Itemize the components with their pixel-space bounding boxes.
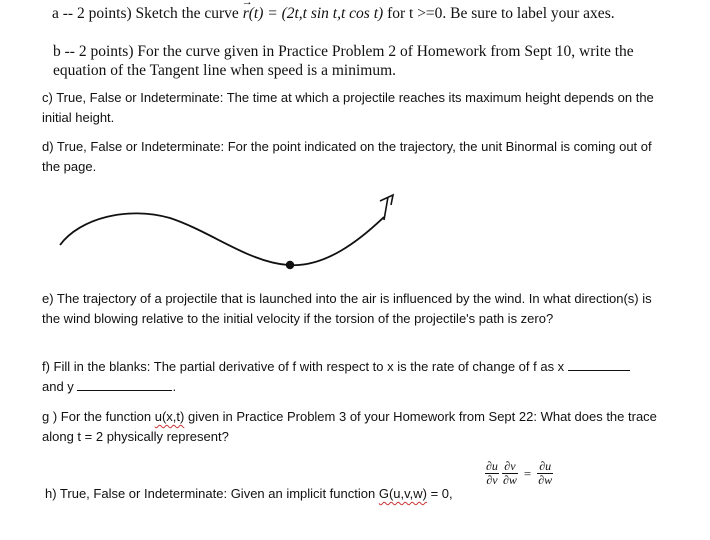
problem-f-period: . bbox=[172, 379, 177, 394]
problem-a-prefix: a -- 2 points) Sketch the curve bbox=[52, 5, 243, 22]
equals-sign: = bbox=[523, 465, 532, 481]
problem-g bbox=[42, 407, 657, 447]
blank-y[interactable] bbox=[77, 377, 172, 391]
problem-h-function: G(u,v,w) bbox=[378, 486, 427, 501]
trajectory-arrow-mark bbox=[380, 195, 393, 220]
problem-f-line2 bbox=[42, 377, 682, 397]
problem-g-post: given in Practice Problem 3 of your Homework from Sept 22: What does the trace along t = 2 physically represent? bbox=[42, 409, 657, 444]
blank-x[interactable] bbox=[568, 357, 630, 371]
problem-a-equation: (t) = (2t,t sin t,t cos t) bbox=[248, 5, 384, 22]
problem-f-line1 bbox=[42, 357, 682, 377]
problem-a-suffix: for t >=0. Be sure to label your axes. bbox=[383, 5, 615, 22]
problem-f-text: f) Fill in the blanks: The partial derivative of f with respect to x is the rate of change of f as x bbox=[42, 359, 565, 374]
r-vector-symbol: → r bbox=[243, 4, 249, 23]
problem-g-pre: g ) For the function bbox=[42, 409, 155, 424]
frac-dv-dw: $\frac{\partial v}{\partial w}$ bbox=[502, 459, 517, 487]
problem-h bbox=[45, 484, 485, 504]
partial-derivative-equation bbox=[485, 460, 553, 487]
trajectory-point bbox=[286, 261, 294, 269]
problem-g-function: u(x,t) bbox=[154, 409, 185, 424]
problem-c: c) True, False or Indeterminate: The time at which a projectile reaches its maximum height depends on the initial height. bbox=[42, 90, 654, 125]
frac-du-dw: $\frac{\partial u}{\partial w}$ bbox=[538, 459, 553, 487]
problem-b: b -- 2 points) For the curve given in Practice Problem 2 of Homework from Sept 10, write the equation of the Tangent line when speed is a minimum. bbox=[53, 43, 634, 79]
trajectory-curve bbox=[60, 213, 384, 265]
problem-e: e) The trajectory of a projectile that is launched into the air is influenced by the wind. In what direction(s) is the wind blowing relative to the initial velocity if the torsion of the projectile's path is zero? bbox=[42, 291, 652, 326]
problem-d: d) True, False or Indeterminate: For the point indicated on the trajectory, the unit Binormal is coming out of the page. bbox=[42, 139, 652, 174]
problem-h-post: = 0, bbox=[426, 486, 453, 501]
frac-du-dv: $\frac{\partial u}{\partial v}$ bbox=[486, 459, 498, 487]
problem-f-and-y: and y bbox=[42, 379, 74, 394]
problem-h-pre: h) True, False or Indeterminate: Given an implicit function bbox=[45, 486, 379, 501]
problem-f bbox=[42, 357, 682, 397]
